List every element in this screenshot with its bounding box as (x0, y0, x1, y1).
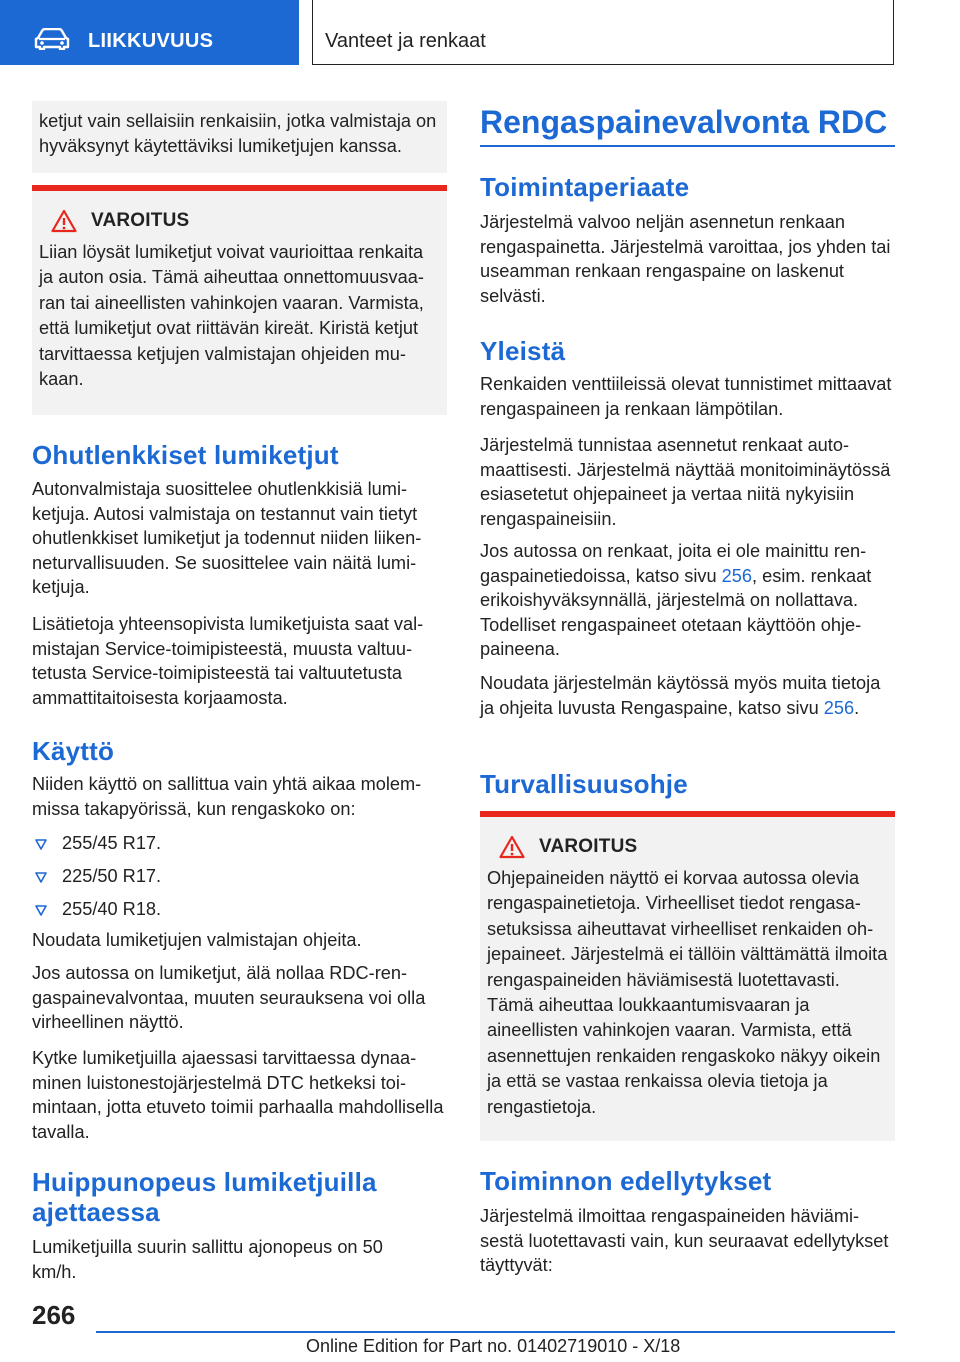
warning-triangle-icon (51, 209, 77, 233)
paragraph: Niiden käyttö on sallittua vain yhtä aikaa molemmissa takapyörissä, kun rengaskoko on: (32, 774, 422, 819)
footer-rule (96, 1331, 895, 1333)
car-icon (34, 28, 70, 50)
paragraph: Autonvalmistaja suosittelee ohutlenkkisiä lumiketjuja. Autosi valmistaja on testannut vain tietyt ohutlenkkiset lumiketjut ja todennut niiden liikenneturvallisuuden. Se suosittelee vain näitä lumiketjuja. (32, 479, 422, 598)
page-number: 266 (32, 1300, 76, 1330)
paragraph (480, 671, 895, 720)
paragraph: Kytke lumiketjuilla ajaessasi tarvittaessa dynaaminen luistonestojärjestelmä DTC hetkeksi toimintaan, jotta etuveto toimii parhaalla mahdollisella tavalla. (32, 1048, 444, 1142)
intro-text: ketjut vain sellaisiin renkaisiin, jotka valmistaja on hyväksynyt käytettäviksi lumiketjujen kanssa. (39, 111, 437, 156)
heading-toimintaperiaate: Toimintaperiaate (480, 172, 690, 202)
warning-box-rdc (480, 811, 895, 1141)
chapter-tab[interactable] (0, 0, 299, 65)
warning-triangle-icon (499, 835, 525, 859)
paragraph (480, 539, 895, 662)
paragraph: Järjestelmä valvoo neljän asennetun renkaan rengaspainetta. Järjestelmä varoittaa, jos yhden tai useamman renkaan rengaspaine on laskenut selvästi. (480, 212, 891, 306)
warning-title: VAROITUS (91, 210, 190, 231)
page-link-256[interactable]: 256 (823, 697, 855, 718)
list-item (32, 866, 161, 887)
list-item (32, 833, 161, 854)
warning-header (499, 834, 888, 860)
heading-underline (480, 145, 895, 147)
section-label: Vanteet ja renkaat (325, 30, 486, 52)
warning-box-snowchains (32, 185, 447, 415)
paragraph: Noudata lumiketjujen valmistajan ohjeita. (32, 930, 362, 950)
tire-size: 255/40 R18. (62, 899, 162, 919)
text: Noudata järjestelmän käytössä myös muita tietoja ja ohjeita luvusta Rengaspaine, katso sivu (480, 673, 881, 718)
tire-size: 225/50 R17. (62, 866, 162, 886)
heading-edellytykset: Toiminnon edellytykset (480, 1166, 772, 1196)
heading-turvallisuusohje: Turvallisuusohje (480, 769, 688, 799)
text: . (854, 697, 860, 718)
triangle-bullet-icon (34, 870, 48, 884)
warning-text: Liian löysät lumiketjut voivat vaurioittaa renkaita ja auton osia. Tämä aiheuttaa onnettomuusvaaran tai aineellisten vahinkojen vaaran. Varmista, että lumiketjut ovat riittävän kireät. Kiristä ketjut tarvittaessa ketjujen valmistajan ohjeiden mukaan. (39, 242, 424, 390)
heading-yleista: Yleistä (480, 336, 566, 366)
text: , esim. renkaat erikoishyväksynnällä, järjestelmä on nollattava. Todelliset rengaspaineet otetaan käyttöön ohjepaineena. (480, 565, 872, 660)
text: Jos autossa on renkaat, joita ei ole mainittu rengaspainetiedoissa, katso sivu (480, 541, 867, 586)
intro-box (32, 101, 447, 173)
heading-huippunopeus: Huippunopeus lumiketjuilla ajettaessa (32, 1167, 377, 1227)
page-link-256[interactable]: 256 (721, 565, 752, 586)
footer-edition: Online Edition for Part no. 01402719010 - X/18 (306, 1336, 681, 1356)
heading-kaytto: Käyttö (32, 736, 115, 766)
heading-ohutlenkkiset: Ohutlenkkiset lumiketjut (32, 440, 339, 470)
warning-header (51, 208, 440, 234)
heading-rdc: Rengaspainevalvonta RDC (480, 104, 888, 140)
triangle-bullet-icon (34, 837, 48, 851)
paragraph: Jos autossa on lumiketjut, älä nollaa RDC-rengaspainevalvontaa, muuten seurauksena voi olla virheellinen näyttö. (32, 963, 426, 1033)
paragraph: Renkaiden venttiileissä olevat tunnistimet mittaavat rengaspaineen ja renkaan lämpötilan. (480, 374, 892, 419)
section-header (312, 0, 894, 65)
paragraph: Järjestelmä tunnistaa asennetut renkaat automaattisesti. Järjestelmä näyttää monitoiminäytössä esiasetetut ohjepaineet ja vertaa niitä nykyisiin rengaspaineisiin. (480, 435, 891, 529)
paragraph: Lisätietoja yhteensopivista lumiketjuista saat valmistajan Service-toimipisteestä, muusta valtuutetusta Service-toimipisteestä tai valtuutetusta ammattitaitoisesta korjaamosta. (32, 614, 424, 708)
chapter-label: LIIKKUVUUS (88, 30, 214, 52)
paragraph: Lumiketjuilla suurin sallittu ajonopeus on 50 km/h. (32, 1237, 383, 1282)
triangle-bullet-icon (34, 903, 48, 917)
tire-size: 255/45 R17. (62, 833, 162, 853)
warning-title: VAROITUS (539, 836, 638, 857)
warning-text: Ohjepaineiden näyttö ei korvaa autossa olevia rengaspainetietoja. Virheelliset tiedot rengasasetuksissa aiheuttavat virheelliset renkaiden ohjepaineet. Järjestelmä ei tällöin välttämättä ilmoita rengaspaineiden häviämisestä luotettavasti. Tämä aiheuttaa loukkaantumisvaaran ja aineellisten vahinkojen vaaran. Varmista, että asennettujen renkaiden rengaskoko näkyy oikein ja että se vastaa renkaissa olevia tietoja ja rengastietoja. (487, 868, 888, 1117)
paragraph: Järjestelmä ilmoittaa rengaspaineiden häviämisestä luotettavasti vain, kun seuraavat edellytykset täyttyvät: (480, 1206, 889, 1276)
list-item (32, 899, 161, 920)
